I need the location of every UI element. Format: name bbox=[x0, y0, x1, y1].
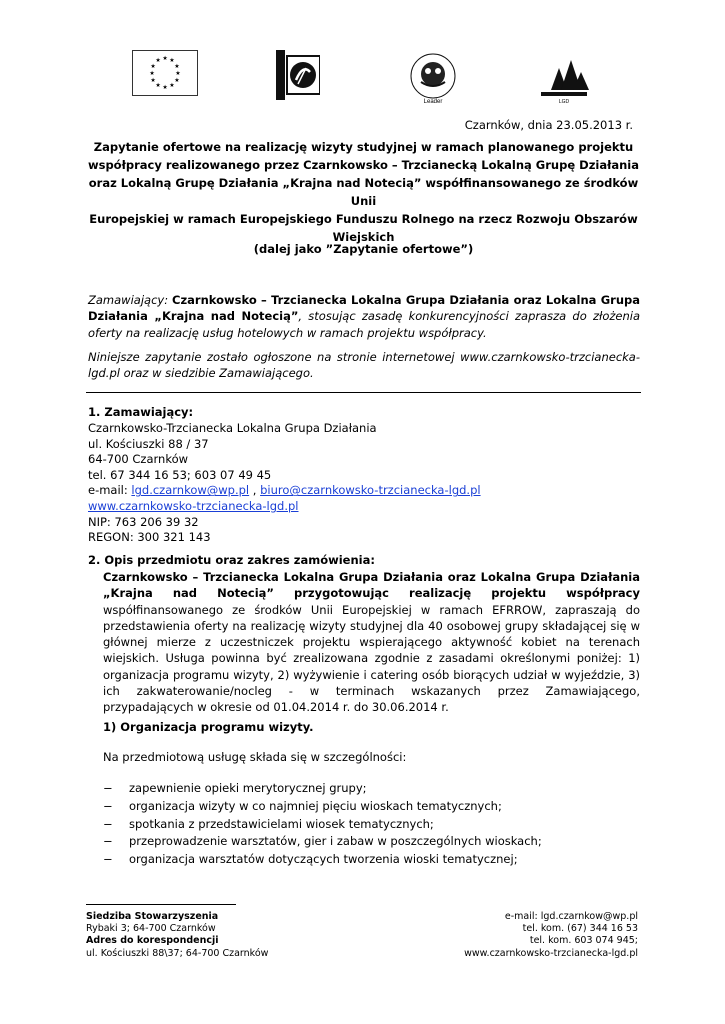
logo-bar bbox=[0, 50, 725, 106]
dash-bullet-icon: − bbox=[103, 834, 113, 849]
footer-mail-label: Adres do korespondencji bbox=[86, 935, 219, 947]
title-line: Wiejskich bbox=[332, 230, 395, 244]
intro-paragraph bbox=[88, 292, 640, 341]
svg-text:Leader: Leader bbox=[423, 99, 443, 105]
title-line: oraz Lokalną Grupę Działania „Krajna nad Notecią” współfinansowanego ze środków Unii bbox=[88, 176, 639, 208]
leader-round-logo-icon bbox=[405, 50, 461, 106]
list-item: − organizacja warsztatów dotyczących tworzenia wioski tematycznej; bbox=[103, 851, 640, 869]
intro-label: Zamawiający: bbox=[88, 293, 169, 307]
footer-divider bbox=[86, 904, 236, 905]
announcement-paragraph: Niniejsze zapytanie zostało ogłoszone na stronie internetowej www.czarnkowsko-trzcianecka-lgd.pl oraz w siedzibie Zamawiającego. bbox=[88, 350, 640, 381]
intro-rest: , stosując zasadę konkurencyjności zaprasza do złożenia oferty na realizację usług hotelowych w ramach projektu współpracy. bbox=[88, 309, 640, 340]
footer-contact bbox=[464, 911, 638, 960]
dash-bullet-icon: − bbox=[103, 798, 113, 813]
contact-block bbox=[88, 421, 481, 546]
org-street: ul. Kościuszki 88 / 37 bbox=[88, 436, 209, 451]
list-item: − zapewnienie opieki merytorycznej grupy; bbox=[103, 780, 640, 798]
dash-bullet-icon: − bbox=[103, 852, 113, 867]
svg-text:★: ★ bbox=[150, 63, 156, 70]
section-2-bold: Czarnkowsko – Trzcianecka Lokalna Grupa Działania oraz Lokalna Grupa Działania „Krajna nad Notecią” przygotowując realizację projektu współpracy bbox=[103, 570, 640, 601]
intro-bold: Czarnkowsko – Trzcianecka Lokalna Grupa Działania oraz Lokalna Grupa Działania „Krajna nad Notecią” bbox=[88, 293, 641, 324]
svg-text:★: ★ bbox=[174, 77, 180, 84]
footer-seat-address: Rybaki 3; 64-700 Czarnków bbox=[86, 923, 216, 935]
list-item: − przeprowadzenie warsztatów, gier i zabaw w poszczególnych wioskach; bbox=[103, 833, 640, 851]
footer-website: www.czarnkowsko-trzcianecka-lgd.pl bbox=[464, 947, 638, 959]
lgd-trees-logo-icon bbox=[537, 50, 591, 104]
subsection-intro: Na przedmiotową usługę składa się w szczególności: bbox=[103, 750, 407, 764]
footer-mail-address: ul. Kościuszki 88\37; 64-700 Czarnków bbox=[86, 947, 269, 959]
title-line: Europejskiej w ramach Europejskiego Funduszu Rolnego na rzecz Rozwoju Obszarów bbox=[89, 212, 638, 226]
org-regon: REGON: 300 321 143 bbox=[88, 530, 211, 545]
eu-flag-icon bbox=[132, 50, 198, 96]
svg-text:★: ★ bbox=[162, 84, 168, 91]
section-2-rest: współfinansowanego ze środków Unii Europejskiej w ramach EFRROW, zapraszają do przedstawienia oferty na realizację wizyty studyjnej dla 40 osobowej grupy składającej się w głównej mierze z uczestniczek projektu wspierającego aktywność kobiet na terenach wiejskich. Usługa powinna być zrealizowana zgodnie z zasadami określonymi poniżej: 1) organizacja programu wizyty, 2) wyżywienie i catering osób biorących udział w wyjeździe, 3) ich zakwaterowanie/nocleg - w terminach wskazanych przez Zamawiającego, przypadających w okresie od 01.04.2014 r. do 30.06.2014 r. bbox=[103, 602, 640, 715]
divider bbox=[86, 392, 641, 393]
dash-bullet-icon: − bbox=[103, 781, 113, 795]
dash-bullet-icon: − bbox=[103, 816, 113, 831]
email-link-2[interactable]: biuro@czarnkowsko-trzcianecka-lgd.pl bbox=[260, 483, 481, 498]
org-name: Czarnkowsko-Trzcianecka Lokalna Grupa Działania bbox=[88, 421, 377, 435]
document-title bbox=[86, 138, 641, 246]
org-nip: NIP: 763 206 39 32 bbox=[88, 514, 199, 529]
svg-text:LGD: LGD bbox=[558, 99, 570, 104]
title-line: współpracy realizowanego przez Czarnkowsko – Trzcianecką Lokalną Grupę Działania bbox=[87, 158, 640, 172]
section-1-heading: 1. Zamawiający: bbox=[88, 405, 194, 419]
section-2-body bbox=[103, 569, 640, 716]
email-sep: , bbox=[249, 483, 261, 498]
org-city: 64-700 Czarnków bbox=[88, 452, 189, 467]
footer-address bbox=[86, 911, 268, 960]
list-item: − organizacja wizyty w co najmniej pięciu wioskach tematycznych; bbox=[103, 798, 640, 816]
website-link[interactable]: www.czarnkowsko-trzcianecka-lgd.pl bbox=[88, 498, 299, 513]
org-tel: tel. 67 344 16 53; 603 07 49 45 bbox=[88, 467, 272, 482]
footer-tel-2: tel. kom. 603 074 945; bbox=[529, 935, 638, 947]
leader-logo-icon bbox=[276, 50, 320, 100]
svg-text:★: ★ bbox=[174, 63, 180, 70]
org-email-line bbox=[88, 483, 481, 499]
footer-seat-label: Siedziba Stowarzyszenia bbox=[86, 911, 219, 922]
svg-text:★: ★ bbox=[162, 55, 168, 62]
svg-text:★: ★ bbox=[149, 70, 155, 77]
task-list bbox=[103, 780, 640, 869]
section-2-heading: 2. Opis przedmiotu oraz zakres zamówienia: bbox=[88, 553, 375, 567]
svg-text:★: ★ bbox=[175, 70, 181, 77]
svg-text:★: ★ bbox=[169, 82, 175, 89]
document-date: Czarnków, dnia 23.05.2013 r. bbox=[464, 118, 633, 132]
svg-text:★: ★ bbox=[169, 57, 175, 64]
email-link-1[interactable]: lgd.czarnkow@wp.pl bbox=[131, 483, 250, 498]
svg-text:★: ★ bbox=[150, 77, 156, 84]
title-line: Zapytanie ofertowe na realizację wizyty studyjnej w ramach planowanego projektu bbox=[93, 140, 634, 154]
svg-text:★: ★ bbox=[155, 57, 161, 64]
footer-tel-1: tel. kom. (67) 344 16 53 bbox=[522, 923, 638, 935]
svg-text:★: ★ bbox=[155, 82, 161, 89]
list-item: − spotkania z przedstawicielami wiosek tematycznych; bbox=[103, 816, 640, 834]
footer-email: e-mail: lgd.czarnkow@wp.pl bbox=[504, 911, 638, 922]
subsection-heading: 1) Organizacja programu wizyty. bbox=[103, 720, 314, 734]
email-label: e-mail: bbox=[88, 483, 132, 498]
document-subtitle: (dalej jako ”Zapytanie ofertowe”) bbox=[253, 242, 474, 256]
